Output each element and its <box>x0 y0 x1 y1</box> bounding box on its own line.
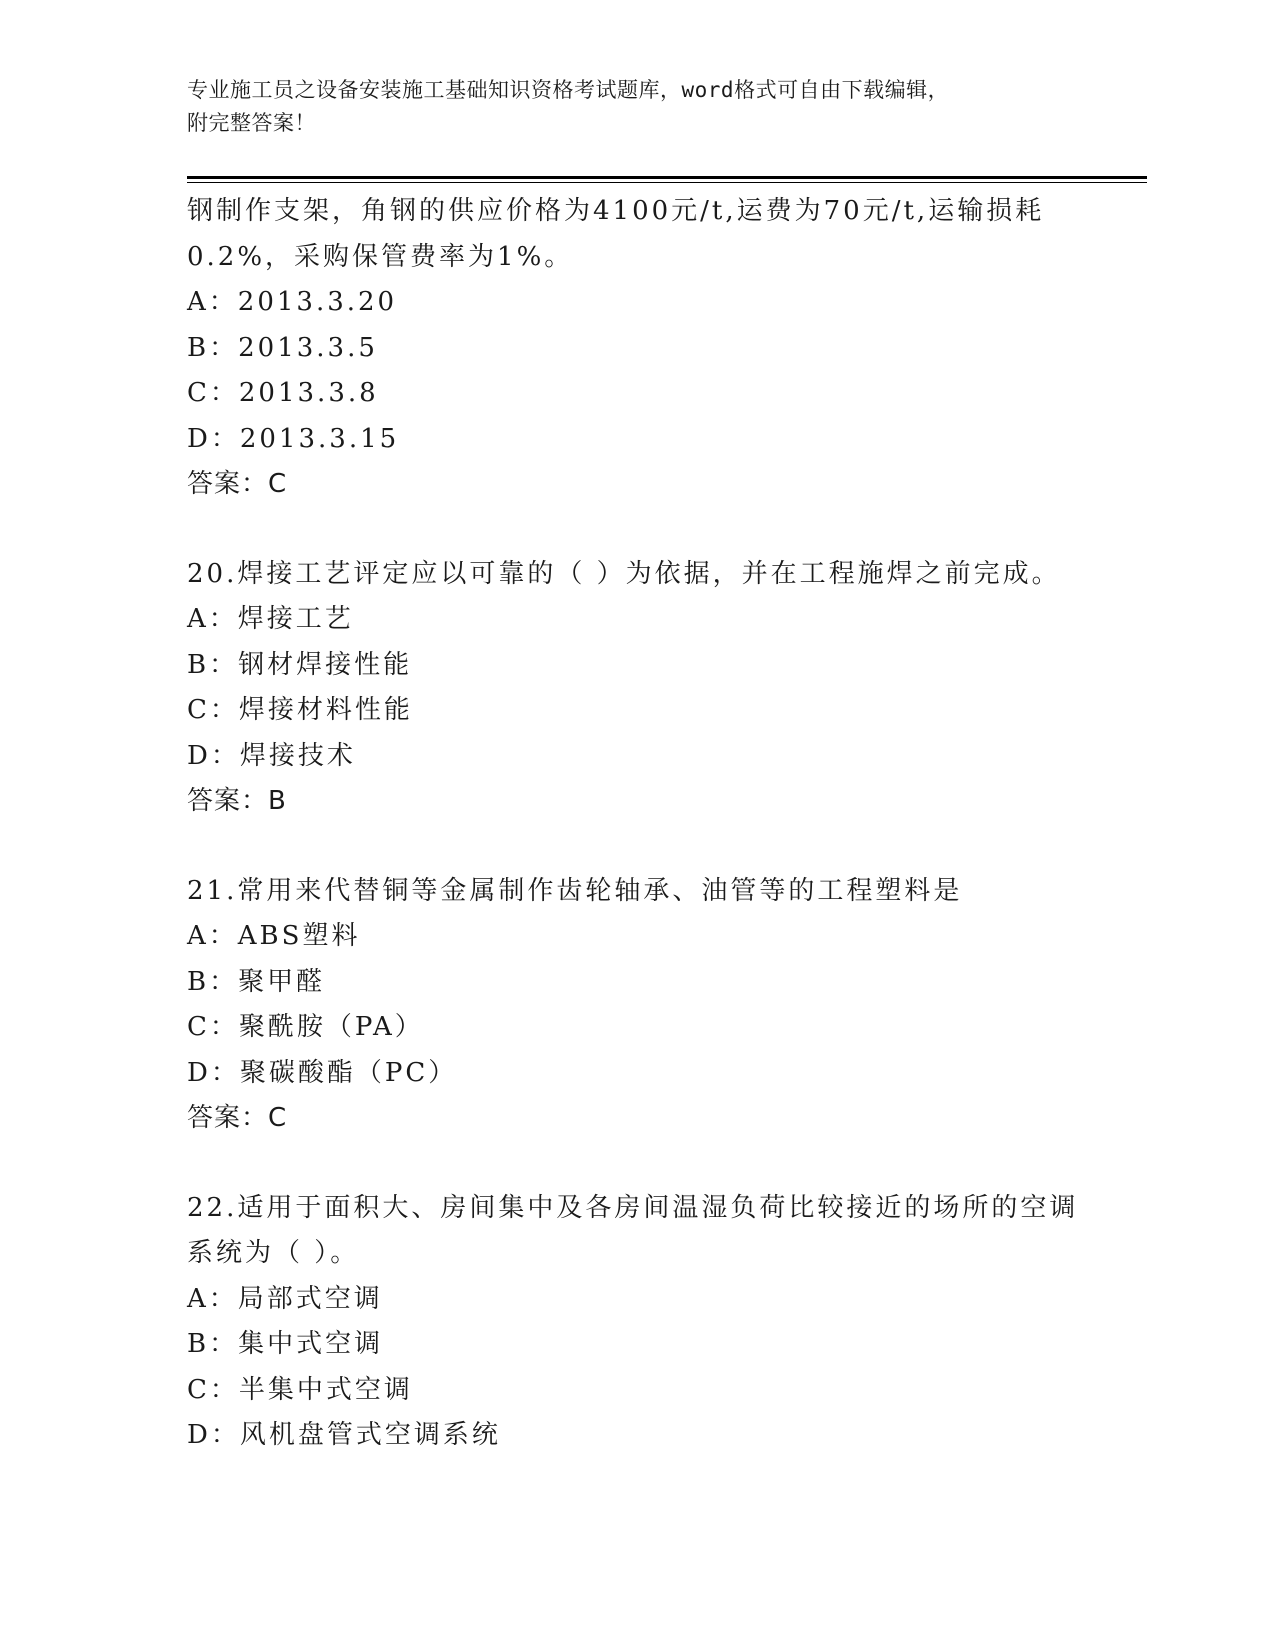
option-d: D：聚碳酸酯（PC） <box>187 1057 458 1088</box>
option-c: C：焊接材料性能 <box>187 695 413 725</box>
question-stem: 系统为（ ）。 <box>187 1238 360 1268</box>
option-d: D：焊接技术 <box>187 740 356 771</box>
question-list <box>187 189 1079 1459</box>
question-22 <box>187 1186 1079 1459</box>
option-a: A：焊接工艺 <box>187 604 354 634</box>
option-a: A：局部式空调 <box>187 1283 383 1314</box>
header-divider-thin <box>187 182 1147 183</box>
question-stem: 20.焊接工艺评定应以可靠的（ ）为依据，并在工程施焊之前完成。 <box>187 558 1061 589</box>
option-a: A：ABS塑料 <box>187 921 361 951</box>
header-line-2: 附完整答案！ <box>187 111 316 135</box>
spacer <box>187 825 1067 869</box>
option-d: D：风机盘管式空调系统 <box>187 1420 501 1450</box>
option-c: C：2013.3.8 <box>187 378 379 408</box>
question-stem: 0.2%，采购保管费率为1%。 <box>187 241 574 272</box>
option-c: C：半集中式空调 <box>187 1374 413 1405</box>
header-line-1: 专业施工员之设备安装施工基础知识资格考试题库，word格式可自由下载编辑， <box>187 78 950 102</box>
question-19 <box>187 189 1067 508</box>
option-a: A：2013.3.20 <box>187 287 398 317</box>
question-20 <box>187 552 1067 825</box>
question-stem: 22.适用于面积大、房间集中及各房间温湿负荷比较接近的场所的空调 <box>187 1192 1079 1223</box>
spacer <box>187 508 1067 552</box>
question-stem: 21.常用来代替铜等金属制作齿轮轴承、油管等的工程塑料是 <box>187 875 963 906</box>
option-d: D：2013.3.15 <box>187 423 400 454</box>
answer-label: 答案：B <box>187 786 287 816</box>
question-21 <box>187 869 1067 1142</box>
answer-label: 答案：C <box>187 469 288 499</box>
spacer <box>187 1142 1067 1186</box>
option-b: B：2013.3.5 <box>187 332 378 363</box>
option-c: C：聚酰胺（PA） <box>187 1012 424 1042</box>
document-header <box>187 74 1067 140</box>
question-stem: 钢制作支架，角钢的供应价格为4100元/t,运费为70元/t,运输损耗 <box>187 196 1045 226</box>
answer-label: 答案：C <box>187 1103 288 1133</box>
option-b: B：聚甲醛 <box>187 966 326 997</box>
option-b: B：钢材焊接性能 <box>187 649 413 680</box>
header-divider-thick <box>187 176 1147 179</box>
option-b: B：集中式空调 <box>187 1329 384 1359</box>
